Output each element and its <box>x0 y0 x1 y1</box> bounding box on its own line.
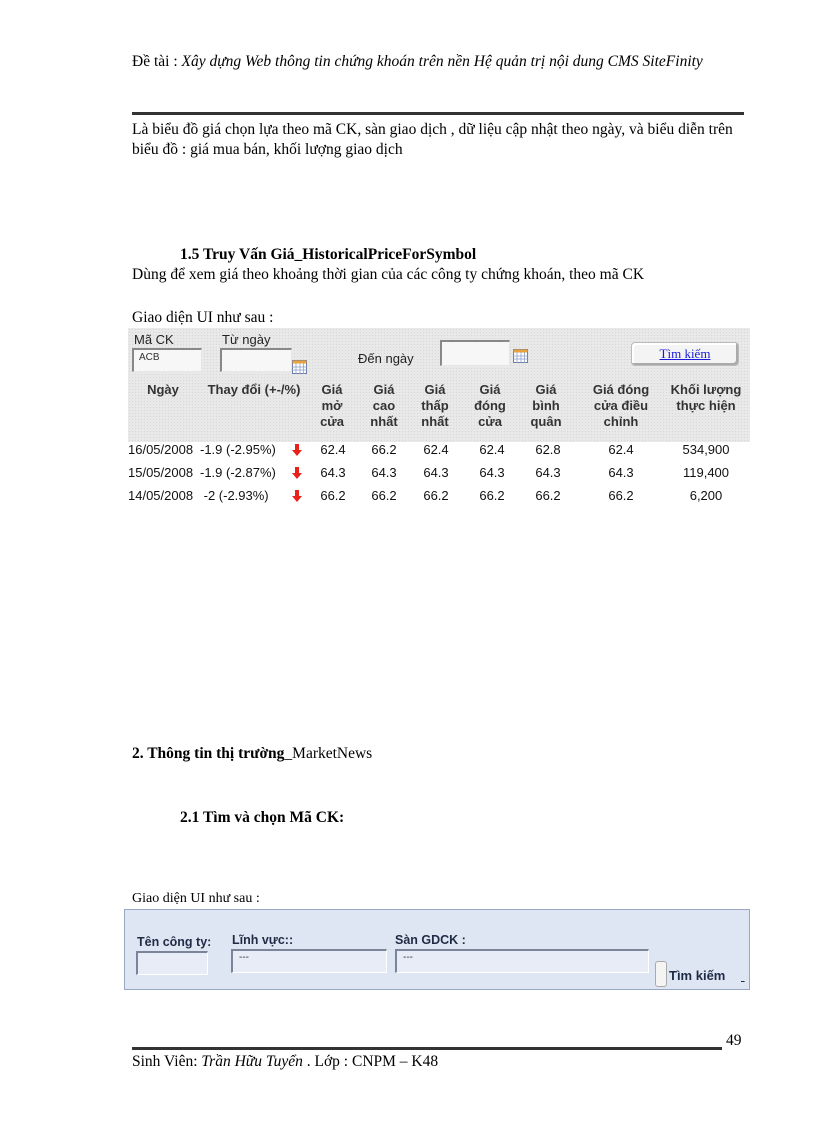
header-prefix: Đề tài : <box>132 53 182 70</box>
sector-label: Lĩnh vực:: <box>232 933 294 947</box>
table-cell-low: 66.2 <box>423 488 449 503</box>
market-search-panel <box>124 909 750 990</box>
ui-caption-2: Giao diện UI như sau : <box>132 891 260 906</box>
down-arrow-icon <box>292 467 302 479</box>
exchange-select[interactable]: --- <box>395 949 649 973</box>
section-2-heading-bold: 2. Thông tin thị trường <box>132 745 285 762</box>
ui-caption-1: Giao diện UI như sau : <box>132 309 274 326</box>
table-cell-avg: 66.2 <box>535 488 561 503</box>
section-1-5-heading: 1.5 Truy Vấn Giá_HistoricalPriceForSymbol <box>180 246 477 263</box>
intro-paragraph: Là biểu đồ giá chọn lựa theo mã CK, sàn giao dịch , dữ liệu cập nhật theo ngày, và biểu diễn trên biểu đồ : giá mua bán, khối lượng giao dịch <box>132 121 733 158</box>
market-search-button[interactable] <box>655 961 747 987</box>
table-cell-close: 66.2 <box>479 488 505 503</box>
table-cell-low: 64.3 <box>423 465 449 480</box>
down-arrow-icon <box>292 490 302 502</box>
footer-line <box>132 1053 438 1071</box>
company-input[interactable] <box>136 951 208 975</box>
col-header-avg: Giá bình quân <box>530 382 562 429</box>
col-header-high: Giá cao nhất <box>370 382 398 429</box>
table-cell-close: 64.3 <box>479 465 505 480</box>
footer-student-name: Trần Hữu Tuyển <box>201 1053 303 1070</box>
table-cell-high: 64.3 <box>371 465 397 480</box>
search-button[interactable]: Tìm kiếm <box>631 342 739 366</box>
to-date-input[interactable] <box>440 340 510 366</box>
table-cell-adj-close: 66.2 <box>608 488 634 503</box>
footer-student-label: Sinh Viên: <box>132 1053 202 1070</box>
table-cell-open: 64.3 <box>320 465 346 480</box>
section-2-heading-normal: _MarketNews <box>284 745 373 762</box>
table-cell-change: -2 (-2.93%) <box>200 488 269 503</box>
sector-select[interactable]: --- <box>231 949 387 973</box>
table-cell-low: 62.4 <box>423 442 449 457</box>
table-cell-date: 16/05/2008 <box>128 442 194 457</box>
market-search-label: Tìm kiếm <box>669 968 726 983</box>
col-header-low: Giá thấp nhất <box>421 382 449 429</box>
section-2-1-heading: 2.1 Tìm và chọn Mã CK: <box>180 809 345 826</box>
col-header-adj-close: Giá đóng cửa điều chỉnh <box>592 382 650 429</box>
calendar-icon[interactable] <box>292 360 307 374</box>
down-arrow-icon <box>292 444 302 456</box>
table-cell-avg: 64.3 <box>535 465 561 480</box>
col-header-open: Giá mở cửa <box>320 382 344 429</box>
col-header-change: Thay đổi (+-/%) <box>207 382 301 397</box>
from-date-input[interactable] <box>220 348 292 372</box>
table-cell-adj-close: 62.4 <box>608 442 634 457</box>
table-cell-close: 62.4 <box>479 442 505 457</box>
section-2-heading <box>132 744 372 764</box>
calendar-icon[interactable] <box>513 349 528 363</box>
table-cell-volume: 6,200 <box>689 488 723 503</box>
table-cell-volume: 534,900 <box>682 442 730 457</box>
table-cell-high: 66.2 <box>371 442 397 457</box>
table-cell-date: 15/05/2008 <box>128 465 194 480</box>
from-date-label: Từ ngày <box>222 332 271 347</box>
page-header <box>132 52 744 72</box>
col-header-volume: Khối lượng thực hiện <box>670 382 742 413</box>
footer-rule <box>132 1047 722 1050</box>
table-cell-high: 66.2 <box>371 488 397 503</box>
table-cell-date: 14/05/2008 <box>128 488 194 503</box>
company-label: Tên công ty: <box>137 935 212 949</box>
header-title: Xây dựng Web thông tin chứng khoán trên nền Hệ quản trị nội dung CMS SiteFinity <box>181 53 703 70</box>
button-cap <box>655 961 667 987</box>
table-cell-change: -1.9 (-2.87%) <box>200 465 276 480</box>
to-date-label: Đến ngày <box>358 351 414 366</box>
symbol-input[interactable]: ACB <box>132 348 202 372</box>
table-cell-avg: 62.8 <box>535 442 561 457</box>
table-cell-change: -1.9 (-2.95%) <box>200 442 276 457</box>
section-1-5-description: Dùng để xem giá theo khoảng thời gian của các công ty chứng khoán, theo mã CK <box>132 266 645 283</box>
col-header-date: Ngày <box>147 382 179 397</box>
table-cell-open: 66.2 <box>320 488 346 503</box>
price-query-panel <box>128 328 750 442</box>
symbol-label: Mã CK <box>134 332 174 347</box>
footer-class: . Lớp : CNPM – K48 <box>302 1053 439 1070</box>
header-rule <box>132 112 744 115</box>
page-number: 49 <box>726 1032 742 1049</box>
exchange-label: Sàn GDCK : <box>395 933 466 947</box>
table-cell-volume: 119,400 <box>682 465 730 480</box>
table-cell-open: 62.4 <box>320 442 346 457</box>
table-cell-adj-close: 64.3 <box>608 465 634 480</box>
col-header-close: Giá đóng cửa <box>474 382 506 429</box>
